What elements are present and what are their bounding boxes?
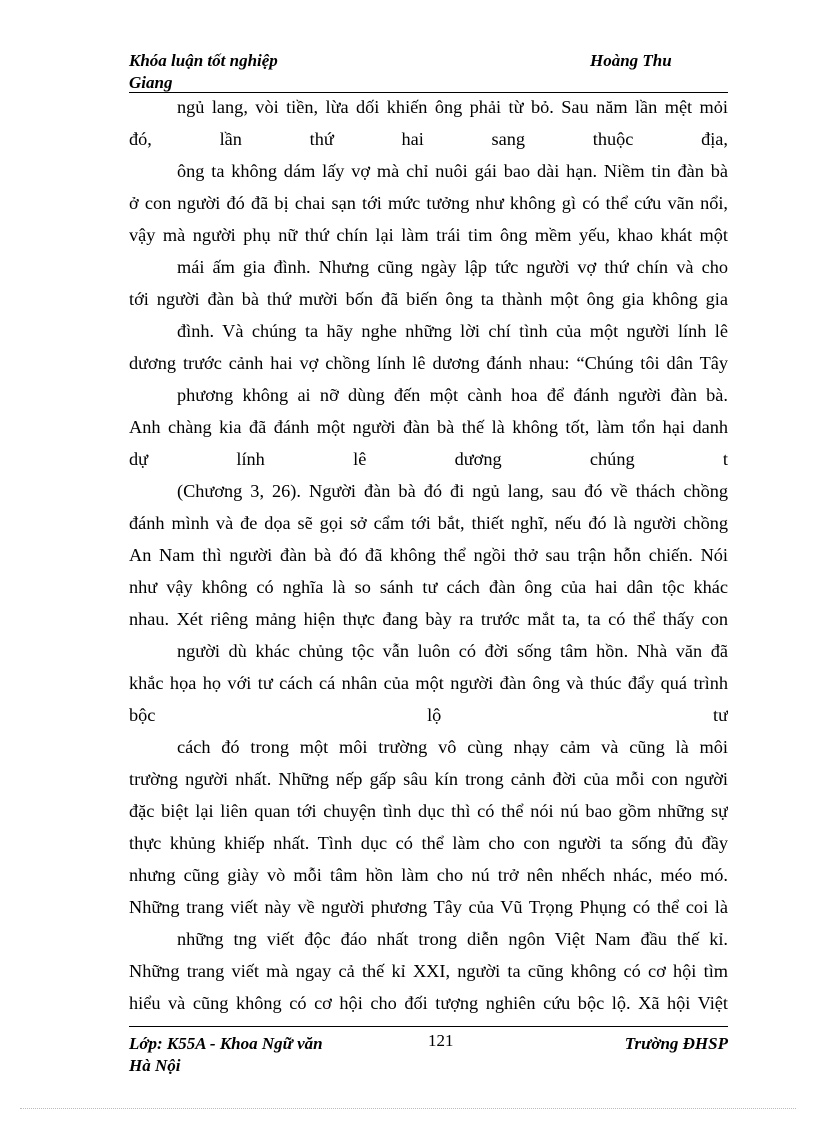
footer-school: Trường ĐHSP bbox=[624, 1034, 728, 1053]
text-line: mái ấm gia đình. Nhưng cũng ngày lập tức người vợ thứ chín và cho bbox=[177, 257, 728, 277]
page-number: 121 bbox=[428, 1031, 454, 1050]
footer-divider bbox=[129, 1026, 728, 1027]
page-bottom-dotted-border bbox=[20, 1108, 796, 1109]
header-author-continued: Giang bbox=[129, 73, 173, 92]
footer-school-continued: Hà Nội bbox=[129, 1056, 181, 1075]
text-line: cách đó trong một môi trường vô cùng nhạy cảm và cũng là môi bbox=[177, 737, 728, 757]
text-line: khắc họa họ với tư cách cá nhân của một người đàn ông và thúc đẩy quá trình bbox=[129, 673, 728, 693]
text-line: như vậy không có nghĩa là so sánh tư cách đàn ông của hai dân tộc khác bbox=[129, 577, 728, 597]
text-line: ngủ lang, vòi tiền, lừa dối khiến ông phải từ bỏ. Sau năm lần mệt mỏi bbox=[177, 97, 728, 117]
text-line: người dù khác chủng tộc vẫn luôn có đời sống tâm hồn. Nhà văn đã bbox=[177, 641, 728, 661]
text-line: đó, lần thứ hai sang thuộc địa, bbox=[129, 129, 728, 149]
text-line: hiểu và cũng không có cơ hội cho đối tượng nghiên cứu bộc lộ. Xã hội Việt bbox=[129, 993, 728, 1013]
text-line: nhưng cũng giày vò mỗi tâm hồn làm cho nú trở nên nhếch nhác, méo mó. bbox=[129, 865, 728, 885]
text-line: Anh chàng kia đã đánh một người đàn bà thế là không tốt, làm tổn hại danh bbox=[129, 417, 728, 437]
text-line: (Chương 3, 26). Người đàn bà đó đi ngủ lang, sau đó về thách chồng bbox=[177, 481, 728, 501]
header-author: Hoàng Thu bbox=[590, 51, 672, 70]
footer-class: Lớp: K55A - Khoa Ngữ văn bbox=[129, 1034, 323, 1053]
text-line: tới người đàn bà thứ mười bốn đã biến ông ta thành một ông gia không gia bbox=[129, 289, 728, 309]
text-line: nhau. Xét riêng mảng hiện thực đang bày ra trước mắt ta, ta có thể thấy con bbox=[129, 609, 728, 629]
header-divider bbox=[129, 92, 728, 93]
text-line: ông ta không dám lấy vợ mà chỉ nuôi gái bao dài hạn. Niềm tin đàn bà bbox=[177, 161, 728, 181]
text-line: trường người nhất. Những nếp gấp sâu kín trong cảnh đời của mỗi con người bbox=[129, 769, 728, 789]
text-line: thực khủng khiếp nhất. Tình dục có thể làm cho con người ta sống đủ đầy bbox=[129, 833, 728, 853]
text-line: dự lính lê dương chúng t bbox=[129, 449, 728, 469]
text-line: bộc lộ tư bbox=[129, 705, 728, 725]
text-line: vậy mà người phụ nữ thứ chín lại làm trái tim ông mềm yếu, khao khát một bbox=[129, 225, 728, 245]
header-title: Khóa luận tốt nghiệp bbox=[129, 51, 278, 70]
text-line: đình. Và chúng ta hãy nghe những lời chí tình của một người lính lê bbox=[177, 321, 728, 341]
text-line: Những trang viết mà ngay cả thế kỉ XXI, người ta cũng không có cơ hội tìm bbox=[129, 961, 728, 981]
text-line: phương không ai nỡ dùng đến một cành hoa để đánh người đàn bà. bbox=[177, 385, 728, 405]
text-line: đánh mình và đe dọa sẽ gọi sở cẩm tới bắt, thiết nghĩ, nếu đó là người chồng bbox=[129, 513, 728, 533]
text-line: An Nam thì người đàn bà đó đã không thể ngồi thở sau trận hỗn chiến. Nói bbox=[129, 545, 728, 565]
text-line: Những trang viết này về người phương Tây của Vũ Trọng Phụng có thể coi là bbox=[129, 897, 728, 917]
text-line: đặc biệt lại liên quan tới chuyện tình dục thì có thể nói nú bao gồm những sự bbox=[129, 801, 728, 821]
text-line: những tng viết độc đáo nhất trong diễn ngôn Việt Nam đầu thế kỉ. bbox=[177, 929, 728, 949]
text-line: ở con người đó đã bị chai sạn tới mức tưởng như không gì có thể cứu vãn nổi, bbox=[129, 193, 728, 213]
text-line: dương trước cảnh hai vợ chồng lính lê dương đánh nhau: “Chúng tôi dân Tây bbox=[129, 353, 728, 373]
